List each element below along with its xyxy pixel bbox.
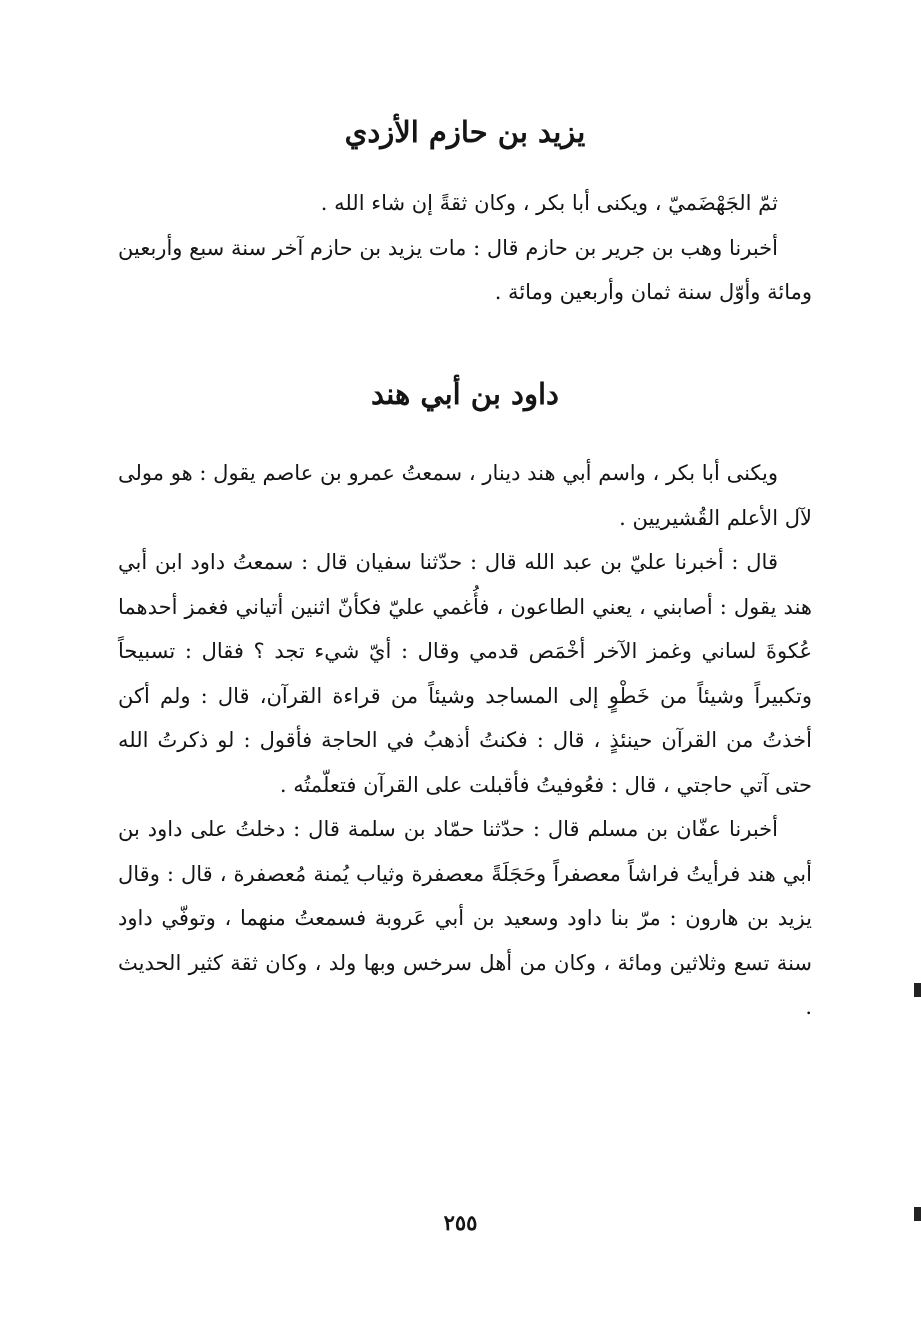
section-title-yazid-ibn-hazim: يزيد بن حازم الأزدي [344,115,586,149]
page-number: ٢٥٥ [443,1210,478,1235]
paragraph: أخبرنا وهب بن جرير بن حازم قال : مات يزيد بن حازم آخر سنة سبع وأربعين ومائة وأوّل سنة ثمان وأربعين ومائة . [118,235,812,304]
section-body-dawud-ibn-abi-hind [118,451,812,1030]
paragraph: أخبرنا عفّان بن مسلم قال : حدّثنا حمّاد بن سلمة قال : دخلتُ على داود بن أبي هند فرأيتُ فراشاً معصفراً وحَجَلَةً معصفرة وثياب يُمنة مُعصفرة ، قال : وقال يزيد بن هارون : مرّ بنا داود وسعيد بن أبي عَروبة فسمعتُ منهما ، وتوفّي داود سنة تسع وثلاثين ومائة ، وكان من أهل سرخس وبها ولد ، وكان ثقة كثير الحديث . [118,817,812,1019]
section-body-yazid-ibn-hazim [118,181,812,315]
paragraph: ويكنى أبا بكر ، واسم أبي هند دينار ، سمعتُ عمرو بن عاصم يقول : هو مولى لآل الأعلم القُشيريين . [118,461,812,530]
scan-edge-mark [914,983,921,997]
scan-edge-mark [914,1207,921,1221]
paragraph: ثمّ الجَهْضَميّ ، ويكنى أبا بكر ، وكان ثقةً إن شاء الله . [320,191,778,215]
section-title-dawud-ibn-abi-hind: داود بن أبي هند [371,377,559,411]
paragraph: قال : أخبرنا عليّ بن عبد الله قال : حدّثنا سفيان قال : سمعتُ داود ابن أبي هند يقول : أصابني ، يعني الطاعون ، فأُغمي عليّ فكأنّ اثنين أتياني فغمز أحدهما عُكوةَ لساني وغمز الآخر أخْمَص قدمي وقال : أيّ شيء تجد ؟ فقال : تسبيحاً وتكبيراً وشيئاً من خَطْوٍ إلى المساجد وشيئاً من قراءة القرآن، قال : ولم أكن أخذتُ من القرآن حينئذٍ ، قال : فكنتُ أذهبُ في الحاجة فأقول : لو ذكرتُ الله حتى آتي حاجتي ، قال : فعُوفيتُ فأقبلت على القرآن فتعلّمتُه . [118,550,812,797]
